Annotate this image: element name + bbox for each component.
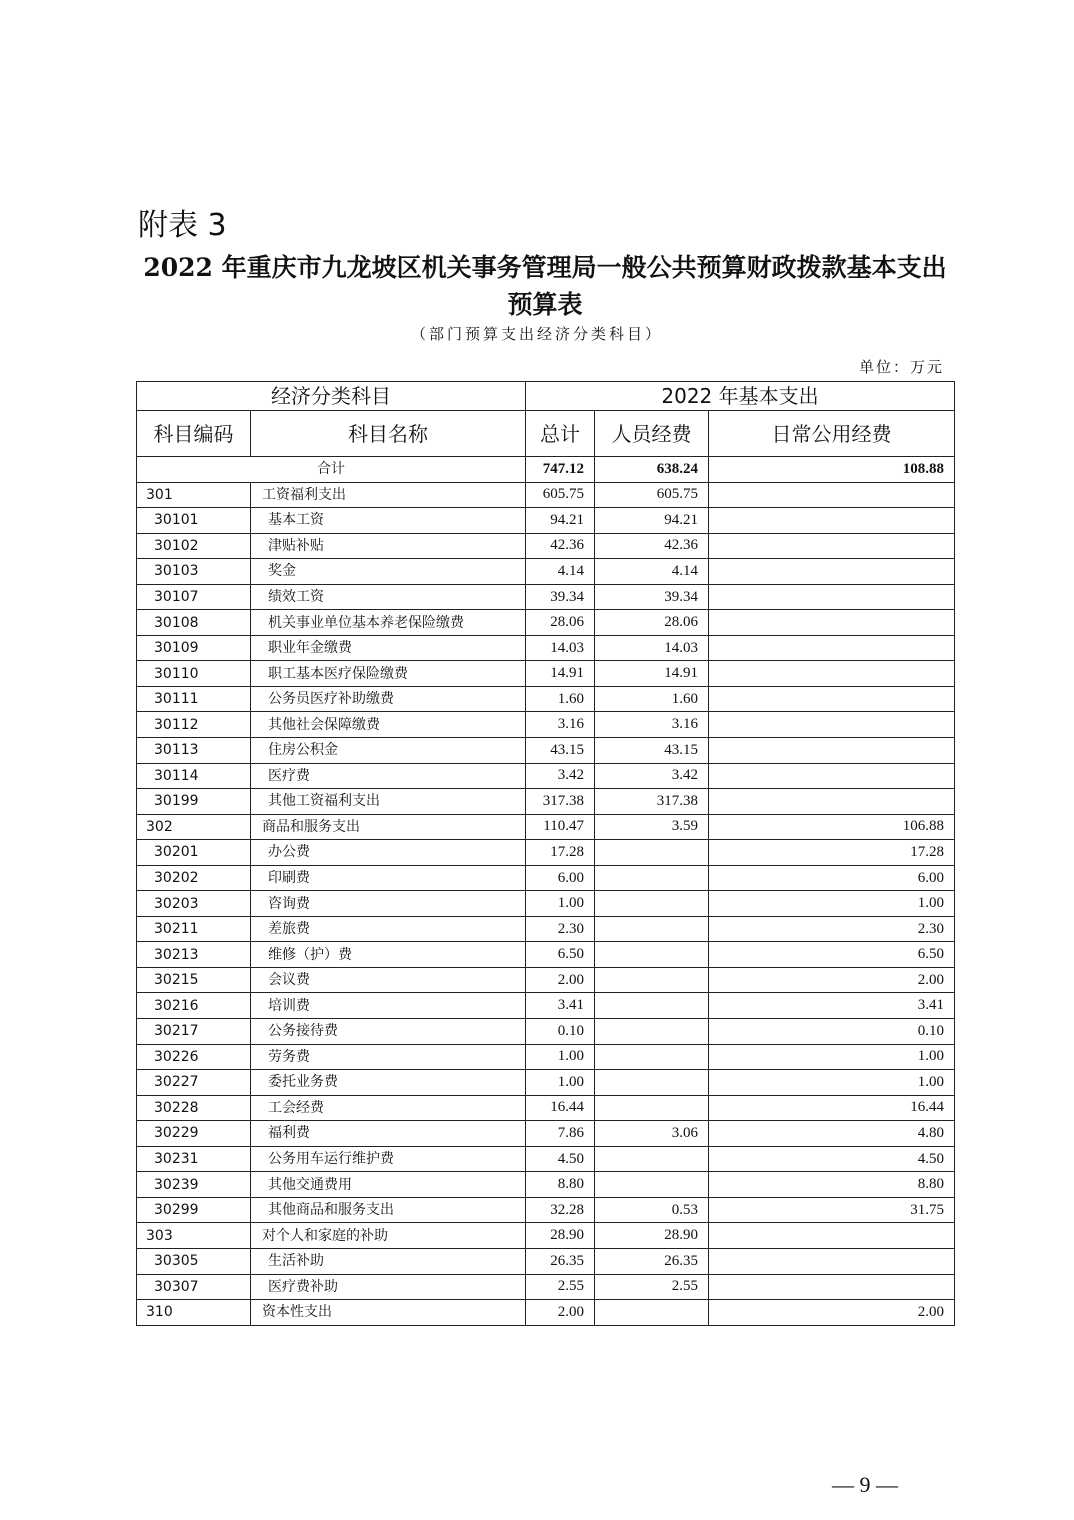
row-public-cell xyxy=(709,661,955,687)
row-name-cell: 工资福利支出 xyxy=(251,482,526,508)
row-public-cell xyxy=(709,789,955,815)
row-name-cell: 机关事业单位基本养老保险缴费 xyxy=(251,610,526,636)
row-code-cell: 30305 xyxy=(137,1248,251,1274)
table-row xyxy=(137,508,955,534)
table-row xyxy=(137,865,955,891)
row-public-cell: 17.28 xyxy=(709,840,955,866)
row-total-cell: 3.41 xyxy=(526,993,595,1019)
row-code-cell: 301 xyxy=(137,482,251,508)
row-personnel-cell: 43.15 xyxy=(595,738,709,764)
table-row xyxy=(137,1197,955,1223)
row-name-cell: 商品和服务支出 xyxy=(251,814,526,840)
row-personnel-cell: 605.75 xyxy=(595,482,709,508)
row-name-cell: 公务接待费 xyxy=(251,1019,526,1045)
row-name-cell: 奖金 xyxy=(251,559,526,585)
row-public-cell: 3.41 xyxy=(709,993,955,1019)
group-header-economic-class: 经济分类科目 xyxy=(137,382,526,411)
row-public-cell: 0.10 xyxy=(709,1019,955,1045)
total-label: 合计 xyxy=(137,457,526,483)
row-public-cell xyxy=(709,686,955,712)
row-personnel-cell: 26.35 xyxy=(595,1248,709,1274)
row-public-cell xyxy=(709,712,955,738)
row-personnel-cell: 3.59 xyxy=(595,814,709,840)
row-personnel-cell: 14.91 xyxy=(595,661,709,687)
row-code-cell: 30108 xyxy=(137,610,251,636)
group-header-basic-expenditure: 2022 年基本支出 xyxy=(526,382,955,411)
row-code-cell: 30113 xyxy=(137,738,251,764)
row-personnel-cell xyxy=(595,967,709,993)
row-total-cell: 42.36 xyxy=(526,533,595,559)
row-code-cell: 30202 xyxy=(137,865,251,891)
row-code-cell: 30215 xyxy=(137,967,251,993)
row-personnel-cell: 39.34 xyxy=(595,584,709,610)
row-public-cell xyxy=(709,508,955,534)
row-public-cell: 2.00 xyxy=(709,967,955,993)
table-row xyxy=(137,686,955,712)
row-code-cell: 30201 xyxy=(137,840,251,866)
row-code-cell: 30199 xyxy=(137,789,251,815)
row-code-cell: 30109 xyxy=(137,635,251,661)
table-row xyxy=(137,1223,955,1249)
row-total-cell: 605.75 xyxy=(526,482,595,508)
column-header-personnel: 人员经费 xyxy=(595,411,709,457)
row-personnel-cell: 14.03 xyxy=(595,635,709,661)
row-name-cell: 其他工资福利支出 xyxy=(251,789,526,815)
row-total-cell: 17.28 xyxy=(526,840,595,866)
row-personnel-cell xyxy=(595,1019,709,1045)
row-personnel-cell xyxy=(595,865,709,891)
row-public-cell: 4.50 xyxy=(709,1146,955,1172)
row-name-cell: 培训费 xyxy=(251,993,526,1019)
row-code-cell: 30229 xyxy=(137,1121,251,1147)
row-public-cell xyxy=(709,533,955,559)
row-code-cell: 30239 xyxy=(137,1172,251,1198)
row-name-cell: 工会经费 xyxy=(251,1095,526,1121)
row-total-cell: 94.21 xyxy=(526,508,595,534)
table-row xyxy=(137,533,955,559)
table-row xyxy=(137,559,955,585)
row-total-cell: 2.00 xyxy=(526,1300,595,1326)
row-code-cell: 30211 xyxy=(137,916,251,942)
row-code-cell: 310 xyxy=(137,1300,251,1326)
table-row xyxy=(137,1019,955,1045)
row-code-cell: 30231 xyxy=(137,1146,251,1172)
row-code-cell: 302 xyxy=(137,814,251,840)
table-row xyxy=(137,1146,955,1172)
table-row xyxy=(137,1274,955,1300)
row-code-cell: 30112 xyxy=(137,712,251,738)
row-code-cell: 30217 xyxy=(137,1019,251,1045)
total-personnel-cell: 638.24 xyxy=(595,457,709,483)
table-row xyxy=(137,814,955,840)
table-row xyxy=(137,967,955,993)
row-personnel-cell: 0.53 xyxy=(595,1197,709,1223)
column-header-total: 总计 xyxy=(526,411,595,457)
row-public-cell: 2.30 xyxy=(709,916,955,942)
total-row xyxy=(137,457,955,483)
row-total-cell: 4.14 xyxy=(526,559,595,585)
row-public-cell: 4.80 xyxy=(709,1121,955,1147)
row-name-cell: 对个人和家庭的补助 xyxy=(251,1223,526,1249)
row-total-cell: 28.06 xyxy=(526,610,595,636)
row-code-cell: 30216 xyxy=(137,993,251,1019)
row-personnel-cell: 2.55 xyxy=(595,1274,709,1300)
row-public-cell xyxy=(709,1223,955,1249)
row-name-cell: 咨询费 xyxy=(251,891,526,917)
row-total-cell: 14.91 xyxy=(526,661,595,687)
row-total-cell: 1.00 xyxy=(526,1044,595,1070)
row-code-cell: 30107 xyxy=(137,584,251,610)
table-row xyxy=(137,840,955,866)
row-personnel-cell xyxy=(595,1095,709,1121)
row-public-cell: 1.00 xyxy=(709,1044,955,1070)
row-personnel-cell: 4.14 xyxy=(595,559,709,585)
row-code-cell: 30102 xyxy=(137,533,251,559)
row-personnel-cell: 3.16 xyxy=(595,712,709,738)
table-body xyxy=(137,457,955,1326)
column-header-public: 日常公用经费 xyxy=(709,411,955,457)
row-public-cell xyxy=(709,482,955,508)
row-name-cell: 基本工资 xyxy=(251,508,526,534)
row-name-cell: 住房公积金 xyxy=(251,738,526,764)
table-row xyxy=(137,789,955,815)
document-title: 2022 年重庆市九龙坡区机关事务管理局一般公共预算财政拨款基本支出 xyxy=(143,253,947,282)
row-name-cell: 会议费 xyxy=(251,967,526,993)
row-total-cell: 28.90 xyxy=(526,1223,595,1249)
table-row xyxy=(137,1070,955,1096)
row-total-cell: 4.50 xyxy=(526,1146,595,1172)
table-row xyxy=(137,1248,955,1274)
table-row xyxy=(137,916,955,942)
row-name-cell: 其他商品和服务支出 xyxy=(251,1197,526,1223)
row-personnel-cell xyxy=(595,1146,709,1172)
row-total-cell: 43.15 xyxy=(526,738,595,764)
row-personnel-cell xyxy=(595,891,709,917)
row-total-cell: 1.60 xyxy=(526,686,595,712)
row-public-cell xyxy=(709,584,955,610)
table-row xyxy=(137,661,955,687)
table-row xyxy=(137,610,955,636)
row-personnel-cell: 317.38 xyxy=(595,789,709,815)
row-total-cell: 2.00 xyxy=(526,967,595,993)
row-total-cell: 32.28 xyxy=(526,1197,595,1223)
table-row xyxy=(137,1095,955,1121)
row-public-cell: 6.00 xyxy=(709,865,955,891)
row-public-cell xyxy=(709,635,955,661)
row-total-cell: 6.00 xyxy=(526,865,595,891)
table-row xyxy=(137,584,955,610)
row-name-cell: 差旅费 xyxy=(251,916,526,942)
row-name-cell: 津贴补贴 xyxy=(251,533,526,559)
row-personnel-cell xyxy=(595,840,709,866)
row-total-cell: 39.34 xyxy=(526,584,595,610)
unit-label: 单位：万元 xyxy=(858,358,944,376)
row-personnel-cell: 1.60 xyxy=(595,686,709,712)
row-total-cell: 3.16 xyxy=(526,712,595,738)
row-total-cell: 8.80 xyxy=(526,1172,595,1198)
row-total-cell: 2.55 xyxy=(526,1274,595,1300)
row-personnel-cell: 3.06 xyxy=(595,1121,709,1147)
row-name-cell: 印刷费 xyxy=(251,865,526,891)
table-row xyxy=(137,1172,955,1198)
row-name-cell: 委托业务费 xyxy=(251,1070,526,1096)
row-total-cell: 2.30 xyxy=(526,916,595,942)
row-name-cell: 医疗费 xyxy=(251,763,526,789)
row-total-cell: 26.35 xyxy=(526,1248,595,1274)
page-number: — 9 — xyxy=(832,1472,898,1497)
row-code-cell: 30228 xyxy=(137,1095,251,1121)
row-code-cell: 30103 xyxy=(137,559,251,585)
table-row xyxy=(137,1044,955,1070)
row-personnel-cell xyxy=(595,1172,709,1198)
row-public-cell: 16.44 xyxy=(709,1095,955,1121)
row-code-cell: 30114 xyxy=(137,763,251,789)
row-personnel-cell xyxy=(595,1044,709,1070)
row-code-cell: 30101 xyxy=(137,508,251,534)
row-public-cell: 6.50 xyxy=(709,942,955,968)
row-code-cell: 303 xyxy=(137,1223,251,1249)
table-row xyxy=(137,763,955,789)
table-column-header-row xyxy=(137,411,955,457)
row-public-cell xyxy=(709,738,955,764)
row-public-cell: 106.88 xyxy=(709,814,955,840)
row-public-cell xyxy=(709,763,955,789)
table-row xyxy=(137,635,955,661)
row-public-cell xyxy=(709,610,955,636)
row-public-cell: 1.00 xyxy=(709,1070,955,1096)
total-total-cell: 747.12 xyxy=(526,457,595,483)
row-total-cell: 3.42 xyxy=(526,763,595,789)
row-code-cell: 30227 xyxy=(137,1070,251,1096)
row-public-cell: 2.00 xyxy=(709,1300,955,1326)
row-personnel-cell: 28.06 xyxy=(595,610,709,636)
column-header-name: 科目名称 xyxy=(251,411,526,457)
table-row xyxy=(137,891,955,917)
row-name-cell: 生活补助 xyxy=(251,1248,526,1274)
row-public-cell xyxy=(709,1274,955,1300)
row-name-cell: 福利费 xyxy=(251,1121,526,1147)
row-name-cell: 公务员医疗补助缴费 xyxy=(251,686,526,712)
table-row xyxy=(137,942,955,968)
row-total-cell: 317.38 xyxy=(526,789,595,815)
row-public-cell: 8.80 xyxy=(709,1172,955,1198)
row-public-cell: 31.75 xyxy=(709,1197,955,1223)
row-code-cell: 30213 xyxy=(137,942,251,968)
row-name-cell: 职工基本医疗保险缴费 xyxy=(251,661,526,687)
row-personnel-cell xyxy=(595,1300,709,1326)
row-public-cell: 1.00 xyxy=(709,891,955,917)
row-personnel-cell: 94.21 xyxy=(595,508,709,534)
row-total-cell: 1.00 xyxy=(526,1070,595,1096)
row-total-cell: 110.47 xyxy=(526,814,595,840)
row-public-cell xyxy=(709,559,955,585)
row-name-cell: 公务用车运行维护费 xyxy=(251,1146,526,1172)
row-code-cell: 30111 xyxy=(137,686,251,712)
annex-label: 附表 3 xyxy=(138,208,227,243)
table-group-header-row xyxy=(137,382,955,411)
row-total-cell: 6.50 xyxy=(526,942,595,968)
row-code-cell: 30110 xyxy=(137,661,251,687)
row-name-cell: 绩效工资 xyxy=(251,584,526,610)
budget-table xyxy=(136,381,955,1326)
row-name-cell: 维修（护）费 xyxy=(251,942,526,968)
row-personnel-cell xyxy=(595,916,709,942)
table-row xyxy=(137,712,955,738)
row-total-cell: 7.86 xyxy=(526,1121,595,1147)
row-name-cell: 职业年金缴费 xyxy=(251,635,526,661)
row-personnel-cell xyxy=(595,942,709,968)
row-total-cell: 1.00 xyxy=(526,891,595,917)
table-row xyxy=(137,1300,955,1326)
row-name-cell: 办公费 xyxy=(251,840,526,866)
row-name-cell: 医疗费补助 xyxy=(251,1274,526,1300)
table-row xyxy=(137,1121,955,1147)
row-total-cell: 0.10 xyxy=(526,1019,595,1045)
row-personnel-cell: 42.36 xyxy=(595,533,709,559)
table-row xyxy=(137,738,955,764)
row-personnel-cell xyxy=(595,993,709,1019)
row-personnel-cell: 3.42 xyxy=(595,763,709,789)
row-personnel-cell xyxy=(595,1070,709,1096)
document-title-line2: 预算表 xyxy=(507,290,583,319)
document-subtitle: （部门预算支出经济分类科目） xyxy=(410,325,663,343)
row-name-cell: 其他交通费用 xyxy=(251,1172,526,1198)
row-code-cell: 30299 xyxy=(137,1197,251,1223)
row-personnel-cell: 28.90 xyxy=(595,1223,709,1249)
row-total-cell: 16.44 xyxy=(526,1095,595,1121)
row-code-cell: 30203 xyxy=(137,891,251,917)
table-row xyxy=(137,993,955,1019)
total-public-cell: 108.88 xyxy=(709,457,955,483)
table-row xyxy=(137,482,955,508)
row-name-cell: 资本性支出 xyxy=(251,1300,526,1326)
row-total-cell: 14.03 xyxy=(526,635,595,661)
row-public-cell xyxy=(709,1248,955,1274)
row-name-cell: 劳务费 xyxy=(251,1044,526,1070)
row-code-cell: 30226 xyxy=(137,1044,251,1070)
row-name-cell: 其他社会保障缴费 xyxy=(251,712,526,738)
row-code-cell: 30307 xyxy=(137,1274,251,1300)
column-header-code: 科目编码 xyxy=(137,411,251,457)
